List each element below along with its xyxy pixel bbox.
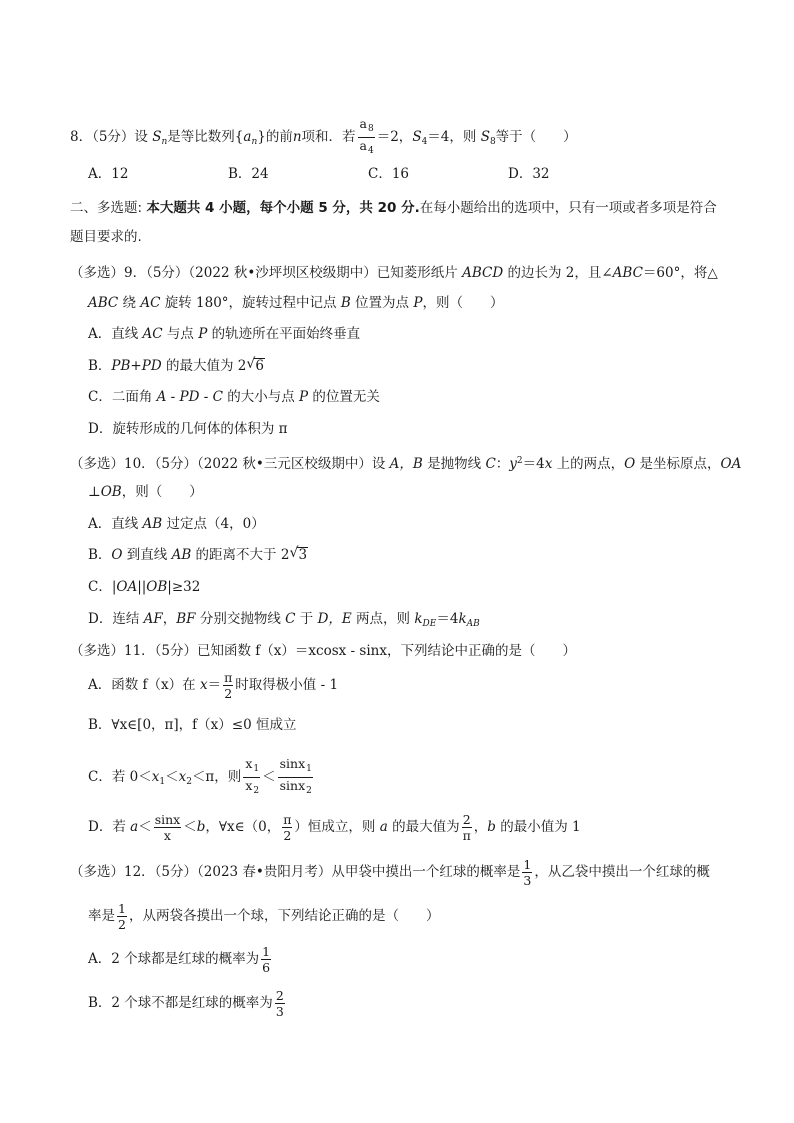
q8-option-b[interactable]: B．24	[228, 166, 269, 182]
section-2-header-line2: 题目要求的.	[70, 229, 142, 245]
q11-option-d[interactable]: D．若 a＜ $\frac{\sin x}{x}$ ＜b，∀x∈（0， $\frac{\pi}{2}$ ）恒成立，则 a 的最大值为 $\frac{2}{\pi}$ ，b 的最小值为 1	[88, 812, 581, 843]
q9-stem-line2: ABC 绕 AC 旋转 180°，旋转过程中记点 B 位置为点 P，则（ ）	[88, 295, 504, 311]
section-2-header: 二、多选题: 本大题共 4 小题，每个小题 5 分，共 20 分.在每小题给出的选项中，只有一项或者多项是符合	[70, 200, 717, 216]
q8-option-c[interactable]: C．16	[368, 166, 410, 182]
q9-option-a[interactable]: A．直线 AC 与点 P 的轨迹所在平面始终垂直	[88, 326, 361, 342]
q8-stem: 8．（5分）设 $S_n$是等比数列$\{a_n\}$的前n项和．若 $\frac{a_8}{a_4}$ ＝2，$S_4=4$，则 $S_8$等于（ ）	[70, 116, 577, 159]
q12-stem-line1: （多选）12．（5分）（2023 春•贵阳月考）从甲袋中摸出一个红球的概率是 $\frac{1}{3}$ ，从乙袋中摸出一个红球的概	[70, 857, 710, 888]
sqrt-symbol: √ 3	[289, 545, 308, 563]
q10-option-b[interactable]: B．O 到直线 AB 的距离不大于 2 √ 3	[88, 545, 308, 563]
q8-ratio-fraction: $\frac{a_8}{a_4}$	[359, 116, 374, 156]
q12-option-b[interactable]: B．2 个球不都是红球的概率为 $\frac{2}{3}$	[88, 988, 284, 1019]
q12-stem-line2: 率是 $\frac{1}{2}$ ，从两袋各摸出一个球，下列结论正确的是（ ）	[88, 901, 440, 932]
q11-option-b[interactable]: B．∀x∈[0，π]，f（x）≤0 恒成立	[88, 717, 297, 733]
q10-option-d[interactable]: D．连结 AF，BF 分别交抛物线 C 于 D，E 两点，则 $k_{DE}=4k_{AB}$	[88, 611, 480, 629]
q11-stem: （多选）11．（5分）已知函数 f（x）＝xcosx - sinx，下列结论中正确的是（ ）	[70, 643, 576, 659]
q11-option-a[interactable]: A．函数 f（x）在 x＝ $\frac{\pi}{2}$ 时取得极小值 - 1	[88, 670, 339, 701]
q8-option-a[interactable]: A．12	[88, 166, 129, 182]
q8-option-d[interactable]: D．32	[508, 166, 550, 182]
q12-option-a[interactable]: A．2 个球都是红球的概率为 $\frac{1}{6}$	[88, 944, 271, 975]
sqrt-symbol: √ 6	[246, 356, 264, 374]
q9-stem-line1: （多选）9．（5分）（2022 秋•沙坪坝区校级期中）已知菱形纸片 ABCD 的边长为 2，且∠ABC＝60°，将△	[70, 265, 718, 281]
q11-option-c[interactable]: C．若 $0<x_1<x_2<\pi$，则 $\frac{x_1}{x_2}$ ＜ $\frac{\sin x_1}{\sin x_2}$	[88, 756, 312, 796]
q10-stem-line1: （多选）10．（5分）（2022 秋•三元区校级期中）设 A，B 是抛物线 C：$y^2=4x$ 上的两点，O 是坐标原点，OA	[70, 456, 742, 472]
q10-stem-line2: ⊥OB，则（ ）	[88, 484, 203, 500]
q8-options	[88, 165, 648, 183]
q10-option-c[interactable]: C．|OA||OB|≥32	[88, 579, 201, 595]
q10-option-a[interactable]: A．直线 AB 过定点（4，0）	[88, 516, 265, 532]
q9-option-b[interactable]: B．PB+PD 的最大值为 2 √ 6	[88, 356, 264, 374]
q9-option-c[interactable]: C．二面角 A - PD - C 的大小与点 P 的位置无关	[88, 389, 380, 405]
q9-option-d[interactable]: D．旋转形成的几何体的体积为 π	[88, 421, 288, 437]
